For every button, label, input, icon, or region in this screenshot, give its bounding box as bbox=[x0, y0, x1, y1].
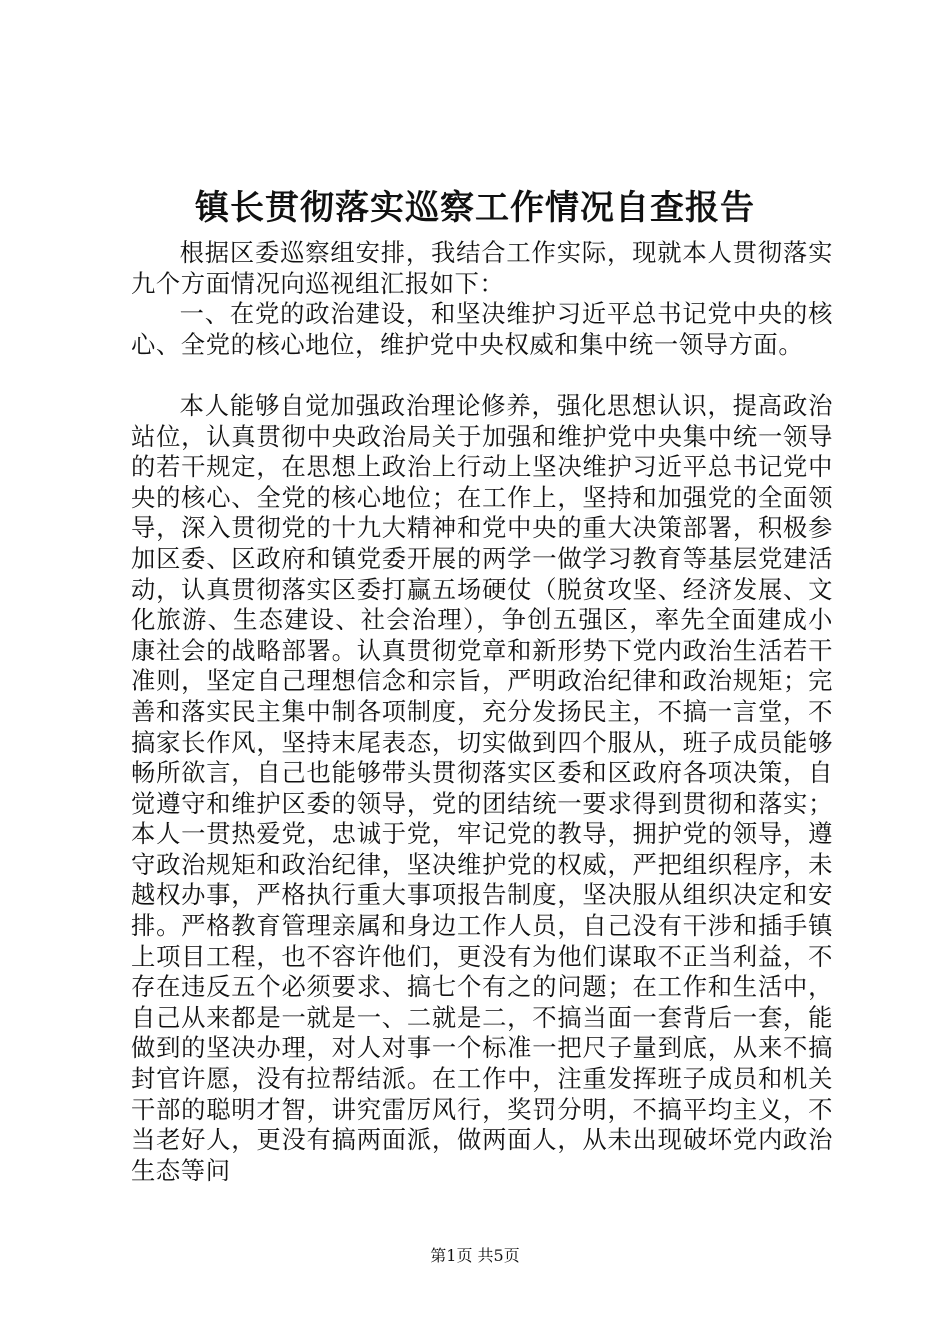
paragraph-intro: 根据区委巡察组安排，我结合工作实际，现就本人贯彻落实九个方面情况向巡视组汇报如下： bbox=[131, 238, 833, 298]
paragraph-main: 本人能够自觉加强政治理论修养，强化思想认识，提高政治站位，认真贯彻中央政治局关于加强和维护党中央集中统一领导的若干规定，在思想上政治上行动上坚决维护习近平总书记党中央的核心、全党的核心地位；在工作上，坚持和加强党的全面领导，深入贯彻党的十九大精神和党中央的重大决策部署，积极参加区委、区政府和镇党委开展的两学一做学习教育等基层党建活动，认真贯彻落实区委打赢五场硬仗（脱贫攻坚、经济发展、文化旅游、生态建设、社会治理），争创五强区，率先全面建成小康社会的战略部署。认真贯彻党章和新形势下党内政治生活若干准则，坚定自己理想信念和宗旨，严明政治纪律和政治规矩；完善和落实民主集中制各项制度，充分发扬民主，不搞一言堂，不搞家长作风，坚持末尾表态，切实做到四个服从，班子成员能够畅所欲言，自己也能够带头贯彻落实区委和区政府各项决策，自觉遵守和维护区委的领导，党的团结统一要求得到贯彻和落实；本人一贯热爱党，忠诚于党，牢记党的教导，拥护党的领导，遵守政治规矩和政治纪律，坚决维护党的权威，严把组织程序，未越权办事，严格执行重大事项报告制度，坚决服从组织决定和安排。严格教育管理亲属和身边工作人员，自己没有干涉和插手镇上项目工程，也不容许他们，更没有为他们谋取不正当利益，不存在违反五个必须要求、搞七个有之的问题；在工作和生活中，自己从来都是一就是一、二就是二，不搞当面一套背后一套，能做到的坚决办理，对人对事一个标准一把尺子量到底，从来不搞封官许愿，没有拉帮结派。在工作中，注重发挥班子成员和机关干部的聪明才智，讲究雷厉风行，奖罚分明，不搞平均主义，不当老好人，更没有搞两面派，做两面人，从未出现破坏党内政治生态等问 bbox=[131, 390, 833, 1185]
document-body bbox=[131, 238, 833, 1186]
page-footer: 第1页 共5页 bbox=[430, 1246, 520, 1265]
document-title: 镇长贯彻落实巡察工作情况自查报告 bbox=[195, 188, 755, 228]
paragraph-section-heading: 一、在党的政治建设，和坚决维护习近平总书记党中央的核心、全党的核心地位，维护党中央权威和集中统一领导方面。 bbox=[131, 299, 833, 359]
